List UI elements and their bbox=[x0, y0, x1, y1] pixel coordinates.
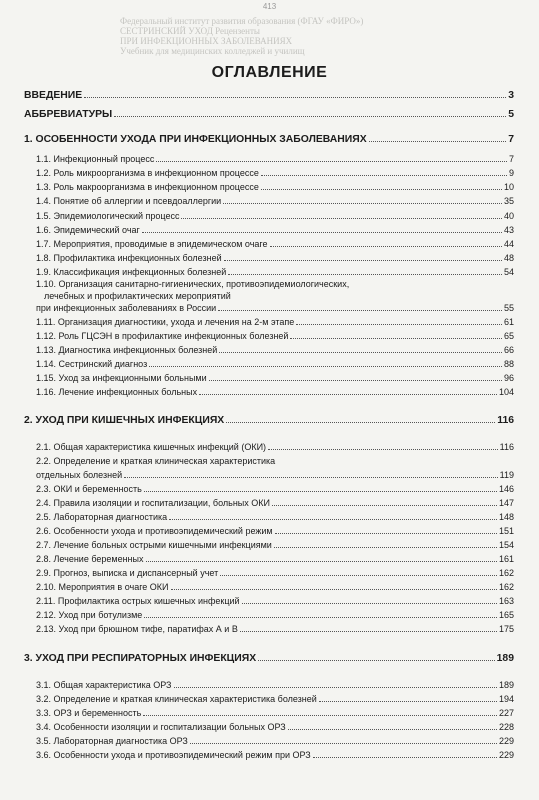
toc-entry[interactable] bbox=[36, 225, 514, 236]
toc-label: 1.9. Классификация инфекционных болезней bbox=[36, 267, 227, 277]
toc-label: 2.12. Уход при ботулизме bbox=[36, 610, 143, 620]
dot-leader bbox=[296, 324, 502, 325]
toc-label: 2.3. ОКИ и беременность bbox=[36, 484, 142, 494]
toc-label: 3. УХОД ПРИ РЕСПИРАТОРНЫХ ИНФЕКЦИЯХ bbox=[24, 653, 257, 664]
toc-page: 151 bbox=[498, 526, 514, 536]
dot-leader bbox=[258, 660, 495, 661]
toc-entry[interactable] bbox=[36, 694, 514, 705]
toc-label: 2.9. Прогноз, выписка и диспансерный учет bbox=[36, 568, 219, 578]
toc-label: 1.15. Уход за инфекционными больными bbox=[36, 373, 207, 383]
toc-label: 3.1. Общая характеристика ОРЗ bbox=[36, 680, 172, 690]
toc-entry[interactable] bbox=[36, 331, 514, 342]
dot-leader bbox=[220, 575, 497, 576]
toc-page: 146 bbox=[498, 484, 514, 494]
toc-page: 194 bbox=[498, 694, 514, 704]
toc-label: 1. ОСОБЕННОСТИ УХОДА ПРИ ИНФЕКЦИОННЫХ ЗАБОЛЕВАНИЯХ bbox=[24, 134, 367, 145]
toc-page: 10 bbox=[503, 182, 514, 192]
toc-entry[interactable] bbox=[36, 470, 514, 481]
page-number: 413 bbox=[262, 2, 277, 11]
toc-label: 2.8. Лечение беременных bbox=[36, 554, 144, 564]
toc-entry[interactable] bbox=[36, 498, 514, 509]
dot-leader bbox=[209, 380, 502, 381]
dot-leader bbox=[171, 589, 497, 590]
toc-page: 229 bbox=[498, 736, 514, 746]
toc-entry[interactable] bbox=[36, 526, 514, 537]
dot-leader bbox=[228, 274, 502, 275]
toc-entry[interactable] bbox=[36, 239, 514, 250]
toc-label: 1.3. Роль макроорганизма в инфекционном процессе bbox=[36, 182, 259, 192]
dot-leader bbox=[261, 189, 502, 190]
ghost-line: СЕСТРИНСКИЙ УХОД Рецензенты bbox=[120, 26, 260, 36]
toc-label: 1.14. Сестринский диагноз bbox=[36, 359, 148, 369]
toc-label: 1.1. Инфекционный процесс bbox=[36, 154, 155, 164]
dot-leader bbox=[190, 743, 497, 744]
toc-page: 40 bbox=[503, 211, 514, 221]
dot-leader bbox=[143, 715, 497, 716]
toc-entry[interactable] bbox=[36, 624, 514, 635]
toc-label: 3.3. ОРЗ и беременность bbox=[36, 708, 142, 718]
toc-entry[interactable] bbox=[36, 154, 514, 165]
toc-label: 2. УХОД ПРИ КИШЕЧНЫХ ИНФЕКЦИЯХ bbox=[24, 415, 225, 426]
toc-entry[interactable] bbox=[36, 582, 514, 593]
toc-label: при инфекционных заболеваниях в России bbox=[36, 303, 217, 313]
toc-entry[interactable] bbox=[36, 512, 514, 523]
toc-label: 1.13. Диагностика инфекционных болезней bbox=[36, 345, 218, 355]
toc-page: 119 bbox=[499, 470, 514, 480]
dot-leader bbox=[224, 260, 502, 261]
toc-entry[interactable] bbox=[36, 303, 514, 314]
toc-page: 55 bbox=[503, 303, 514, 313]
dot-leader bbox=[319, 701, 497, 702]
toc-entry[interactable] bbox=[36, 680, 514, 691]
toc-label: 3.4. Особенности изоляции и госпитализации больных ОРЗ bbox=[36, 722, 286, 732]
toc-entry[interactable] bbox=[36, 484, 514, 495]
toc-label: 3.6. Особенности ухода и противоэпидемический режим при ОРЗ bbox=[36, 750, 311, 760]
dot-leader bbox=[272, 505, 497, 506]
toc-entry[interactable] bbox=[36, 554, 514, 565]
toc-page: 43 bbox=[503, 225, 514, 235]
dot-leader bbox=[240, 631, 497, 632]
toc-entry-line[interactable]: лечебных и профилактических мероприятий bbox=[44, 291, 231, 301]
toc-entry[interactable] bbox=[36, 750, 514, 761]
toc-entry-line[interactable]: 1.10. Организация санитарно-гигиенических, противоэпидемиологических, bbox=[36, 279, 350, 289]
toc-entry-line[interactable]: 2.2. Определение и краткая клиническая характеристика bbox=[36, 456, 276, 466]
dot-leader bbox=[174, 687, 497, 688]
dot-leader bbox=[181, 218, 502, 219]
toc-page: 175 bbox=[498, 624, 514, 634]
toc-entry[interactable] bbox=[36, 317, 514, 328]
toc-page: 7 bbox=[508, 154, 514, 164]
dot-leader bbox=[290, 338, 502, 339]
toc-label: ВВЕДЕНИЕ bbox=[24, 90, 83, 101]
toc-label: 3.2. Определение и краткая клиническая характеристика болезней bbox=[36, 694, 317, 704]
dot-leader bbox=[219, 352, 502, 353]
toc-entry[interactable] bbox=[36, 196, 514, 207]
toc-page: 9 bbox=[508, 168, 514, 178]
dot-leader bbox=[146, 561, 497, 562]
toc-page: 54 bbox=[503, 267, 514, 277]
dot-leader bbox=[199, 394, 497, 395]
dot-leader bbox=[169, 519, 497, 520]
toc-page: 148 bbox=[498, 512, 514, 522]
dot-leader bbox=[313, 757, 497, 758]
toc-page: 5 bbox=[508, 109, 514, 120]
dot-leader bbox=[226, 422, 495, 423]
toc-entry[interactable] bbox=[24, 109, 514, 120]
toc-entry[interactable] bbox=[36, 610, 514, 621]
toc-entry[interactable] bbox=[36, 596, 514, 607]
toc-entry[interactable] bbox=[36, 211, 514, 222]
toc-entry[interactable] bbox=[36, 182, 514, 193]
toc-page: 7 bbox=[508, 134, 514, 145]
toc-page: 228 bbox=[498, 722, 514, 732]
toc-label: 2.5. Лабораторная диагностика bbox=[36, 512, 168, 522]
toc-label: 1.8. Профилактика инфекционных болезней bbox=[36, 253, 222, 263]
toc-chapter[interactable] bbox=[24, 134, 514, 145]
toc-page: 165 bbox=[498, 610, 514, 620]
toc-page: 61 bbox=[503, 317, 514, 327]
toc-label: 3.5. Лабораторная диагностика ОРЗ bbox=[36, 736, 188, 746]
toc-label: 2.13. Уход при брюшном тифе, паратифах А и В bbox=[36, 624, 238, 634]
page-title: ОГЛАВЛЕНИЕ bbox=[211, 64, 328, 81]
dot-leader bbox=[268, 449, 498, 450]
toc-page: 189 bbox=[496, 653, 514, 664]
dot-leader bbox=[144, 617, 497, 618]
ghost-line: Учебник для медицинских колледжей и училищ bbox=[120, 46, 305, 56]
toc-page: 66 bbox=[503, 345, 514, 355]
toc-page: 147 bbox=[498, 498, 514, 508]
toc-page: 88 bbox=[503, 359, 514, 369]
dot-leader bbox=[274, 547, 497, 548]
toc-chapter[interactable] bbox=[24, 653, 514, 664]
toc-entry[interactable] bbox=[36, 267, 514, 278]
toc-page: 48 bbox=[503, 253, 514, 263]
toc-label: 2.4. Правила изоляции и госпитализации, больных ОКИ bbox=[36, 498, 270, 508]
toc-page: 96 bbox=[503, 373, 514, 383]
toc-entry[interactable] bbox=[36, 540, 514, 551]
toc-page: 161 bbox=[498, 554, 514, 564]
dot-leader bbox=[242, 603, 497, 604]
toc-label: 2.7. Лечение больных острыми кишечными инфекциями bbox=[36, 540, 272, 550]
toc-entry[interactable] bbox=[36, 345, 514, 356]
toc-page: 116 bbox=[497, 415, 514, 426]
toc-label: 2.11. Профилактика острых кишечных инфекций bbox=[36, 596, 240, 606]
toc-page: 189 bbox=[498, 680, 514, 690]
dot-leader bbox=[270, 246, 502, 247]
dot-leader bbox=[218, 310, 502, 311]
toc-page: 162 bbox=[498, 582, 514, 592]
toc-label: 1.4. Понятие об аллергии и псевдоаллергии bbox=[36, 196, 222, 206]
toc-entry[interactable] bbox=[36, 387, 514, 398]
dot-leader bbox=[156, 161, 507, 162]
toc-entry[interactable] bbox=[36, 568, 514, 579]
toc-chapter[interactable] bbox=[24, 415, 514, 426]
dot-leader bbox=[144, 491, 497, 492]
dot-leader bbox=[369, 141, 507, 142]
toc-page: 65 bbox=[503, 331, 514, 341]
toc-page: 116 bbox=[499, 442, 514, 452]
toc-page: 3 bbox=[508, 90, 514, 101]
toc-page: 104 bbox=[498, 387, 514, 397]
ghost-line: ПРИ ИНФЕКЦИОННЫХ ЗАБОЛЕВАНИЯХ bbox=[120, 36, 293, 46]
toc-entry[interactable] bbox=[36, 359, 514, 370]
toc-page: 227 bbox=[498, 708, 514, 718]
dot-leader bbox=[261, 175, 507, 176]
toc-label: 1.16. Лечение инфекционных больных bbox=[36, 387, 198, 397]
dot-leader bbox=[142, 232, 502, 233]
toc-entry[interactable] bbox=[36, 736, 514, 747]
dot-leader bbox=[149, 366, 502, 367]
bleed-through-text bbox=[120, 16, 510, 56]
toc-entry[interactable] bbox=[36, 708, 514, 719]
toc-entry[interactable] bbox=[36, 253, 514, 264]
toc-page: 163 bbox=[498, 596, 514, 606]
toc-page: 154 bbox=[498, 540, 514, 550]
toc-entry[interactable] bbox=[24, 90, 514, 101]
toc-label: 1.6. Эпидемический очаг bbox=[36, 225, 140, 235]
toc-label: 2.6. Особенности ухода и противоэпидемический режим bbox=[36, 526, 273, 536]
toc-page: 35 bbox=[503, 196, 514, 206]
toc-label: 1.11. Организация диагностики, ухода и лечения на 2-м этапе bbox=[36, 317, 295, 327]
toc-page: 162 bbox=[498, 568, 514, 578]
toc-label: отдельных болезней bbox=[36, 470, 123, 480]
dot-leader bbox=[114, 116, 506, 117]
toc-entry[interactable] bbox=[36, 168, 514, 179]
dot-leader bbox=[124, 477, 498, 478]
toc-label: 1.7. Мероприятия, проводимые в эпидемическом очаге bbox=[36, 239, 268, 249]
toc-label: 1.2. Роль микроорганизма в инфекционном процессе bbox=[36, 168, 259, 178]
dot-leader bbox=[275, 533, 497, 534]
toc-page: 44 bbox=[503, 239, 514, 249]
toc-page: 229 bbox=[498, 750, 514, 760]
toc-entry[interactable] bbox=[36, 442, 514, 453]
dot-leader bbox=[223, 203, 502, 204]
toc-label: 1.5. Эпидемиологический процесс bbox=[36, 211, 180, 221]
toc-label: 1.12. Роль ГЦСЭН в профилактике инфекционных болезней bbox=[36, 331, 289, 341]
toc-label: 2.1. Общая характеристика кишечных инфекций (ОКИ) bbox=[36, 442, 267, 452]
ghost-line: Федеральный институт развития образования (ФГАУ «ФИРО») bbox=[120, 16, 364, 26]
toc-entry[interactable] bbox=[36, 373, 514, 384]
toc-label: АББРЕВИАТУРЫ bbox=[24, 109, 113, 120]
dot-leader bbox=[84, 97, 506, 98]
toc-label: 2.10. Мероприятия в очаге ОКИ bbox=[36, 582, 169, 592]
dot-leader bbox=[288, 729, 497, 730]
toc-entry[interactable] bbox=[36, 722, 514, 733]
